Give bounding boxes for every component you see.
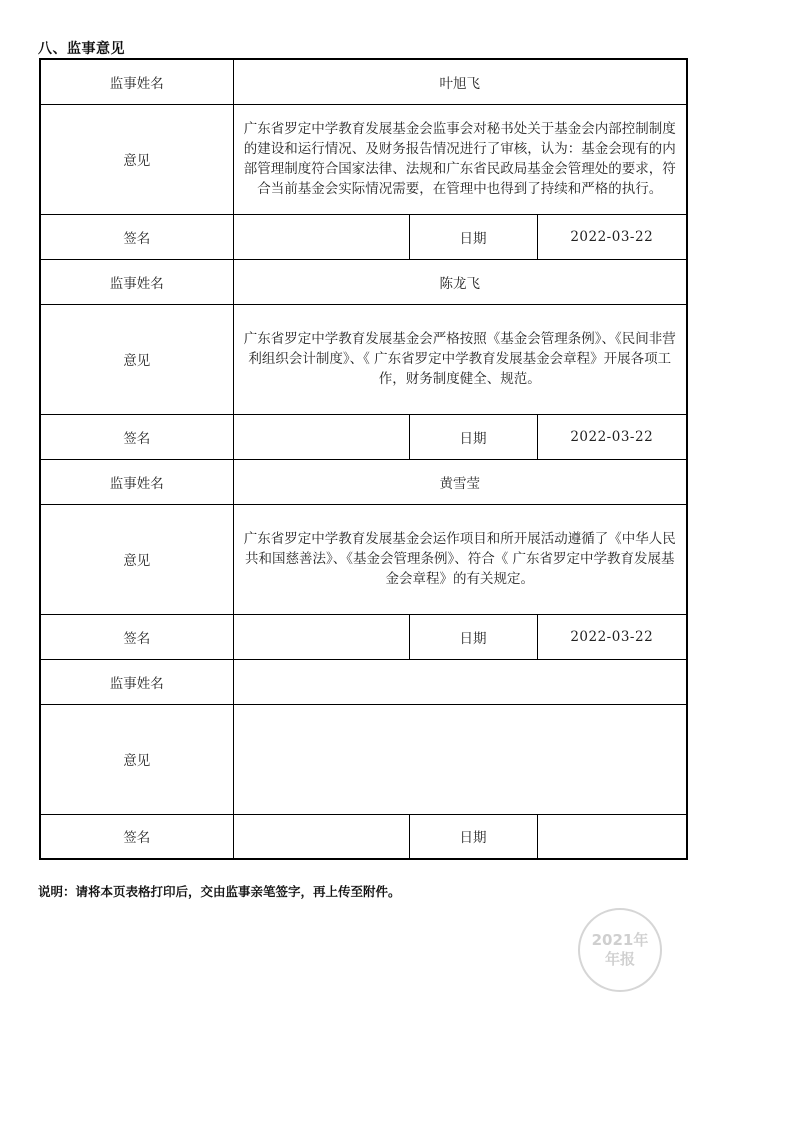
date-label: 日期 [409,614,537,659]
opinion-label: 意见 [40,304,233,414]
name-label: 监事姓名 [40,459,233,504]
signature-label: 签名 [40,814,233,859]
annual-report-stamp [578,908,662,992]
supervisor-name: 陈龙飞 [233,259,687,304]
supervisor-name[interactable] [233,659,687,704]
signature-field[interactable] [233,214,409,259]
opinion-label: 意见 [40,104,233,214]
opinion-label: 意见 [40,704,233,814]
date-value: 2022-03-22 [537,214,687,259]
date-value: 2022-03-22 [537,414,687,459]
name-label: 监事姓名 [40,259,233,304]
date-value[interactable] [537,814,687,859]
supervisor-opinion-table [39,58,688,860]
supervisor-opinion[interactable] [233,704,687,814]
supervisor-name: 黄雪莹 [233,459,687,504]
stamp-label: 年报 [604,950,635,968]
opinion-label: 意见 [40,504,233,614]
date-label: 日期 [409,414,537,459]
name-label: 监事姓名 [40,59,233,104]
name-label: 监事姓名 [40,659,233,704]
supervisor-opinion: 广东省罗定中学教育发展基金会监事会对秘书处关于基金会内部控制制度的建设和运行情况、及财务报告情况进行了审核，认为：基金会现有的内部管理制度符合国家法律、法规和广东省民政局基金会管理处的要求，符合当前基金会实际情况需要，在管理中也得到了持续和严格的执行。 [233,104,687,214]
supervisor-name: 叶旭飞 [233,59,687,104]
supervisor-opinion: 广东省罗定中学教育发展基金会严格按照《基金会管理条例》、《民间非营利组织会计制度》、《 广东省罗定中学教育发展基金会章程》开展各项工作，财务制度健全、规范。 [233,304,687,414]
stamp-year: 2021年 [591,930,649,949]
date-label: 日期 [409,814,537,859]
supervisor-opinion: 广东省罗定中学教育发展基金会运作项目和所开展活动遵循了《中华人民共和国慈善法》、《基金会管理条例》、符合《 广东省罗定中学教育发展基金会章程》的有关规定。 [233,504,687,614]
date-value: 2022-03-22 [537,614,687,659]
signature-field[interactable] [233,614,409,659]
signature-label: 签名 [40,214,233,259]
signature-field[interactable] [233,414,409,459]
date-label: 日期 [409,214,537,259]
signature-field[interactable] [233,814,409,859]
section-title: 八、监事意见 [38,41,125,57]
signature-label: 签名 [40,614,233,659]
instruction-note: 说明：请将本页表格打印后，交由监事亲笔签字，再上传至附件。 [38,884,401,899]
signature-label: 签名 [40,414,233,459]
